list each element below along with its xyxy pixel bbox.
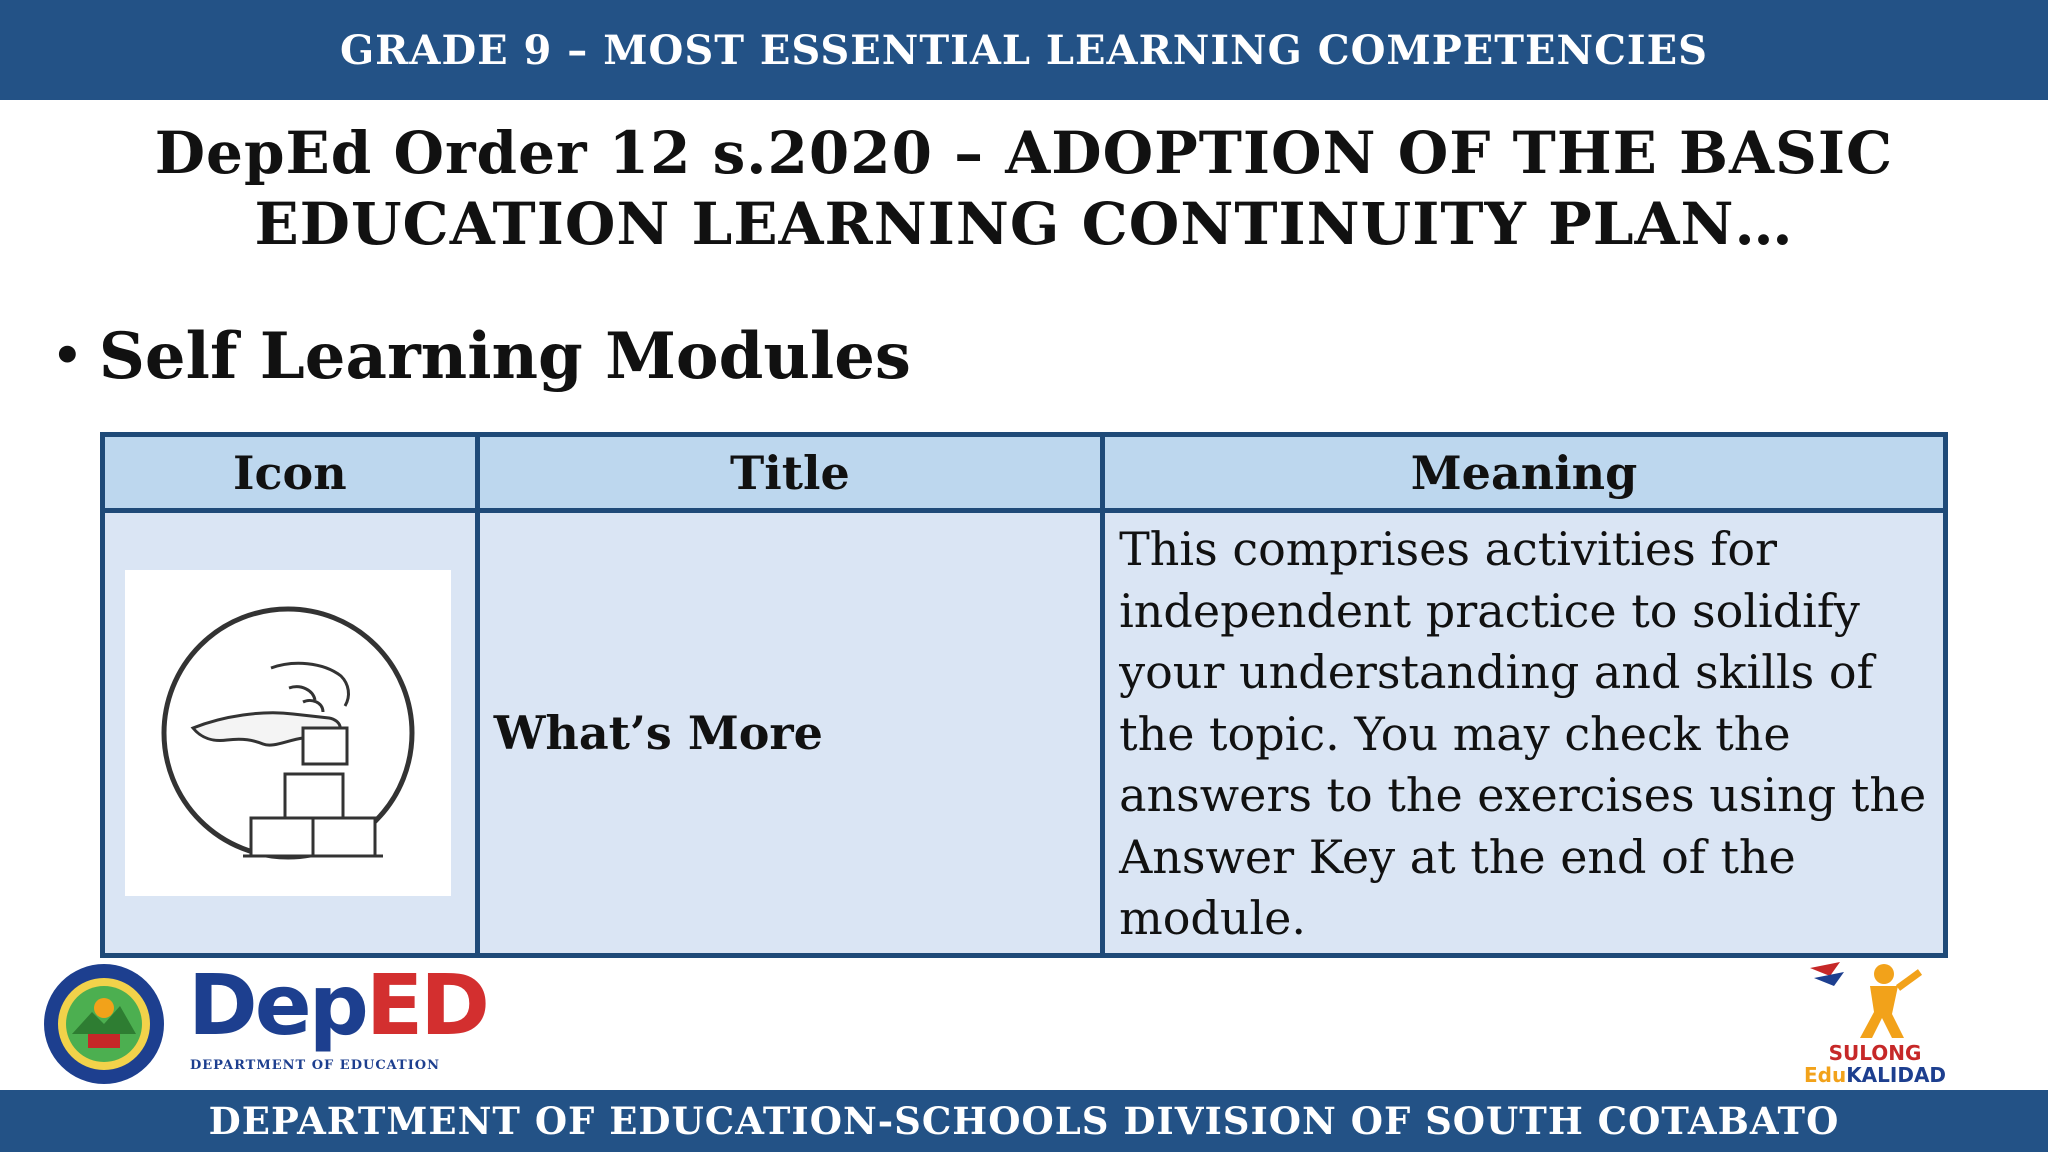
deped-logo <box>188 956 487 1080</box>
sulong-text: SULONG EduKALIDAD <box>1803 1041 1947 1087</box>
page-title-line-1: DepEd Order 12 s.2020 – ADOPTION OF THE BASIC <box>154 119 1894 187</box>
column-header-title: Title <box>477 435 1102 511</box>
column-header-meaning: Meaning <box>1103 435 1946 511</box>
column-header-icon: Icon <box>103 435 478 511</box>
deped-subtitle: DEPARTMENT OF EDUCATION <box>190 1058 441 1073</box>
schools-division-seal-icon <box>42 962 166 1086</box>
stacking-boxes-hand-icon <box>125 570 451 896</box>
sulong-figure-icon <box>1800 958 1950 1042</box>
icon-cell <box>103 511 478 956</box>
deped-wordmark: DepED <box>188 956 487 1054</box>
table-row <box>103 511 1946 956</box>
bullet-dot-icon: • <box>52 328 83 384</box>
module-meaning: This comprises activities for independent practice to solidify your understanding and skills of the topic. You may check the answers to the exercises using the Answer Key at the end of the module. <box>1119 522 1927 945</box>
bullet-item <box>52 316 911 396</box>
top-banner-text: GRADE 9 – MOST ESSENTIAL LEARNING COMPETENCIES <box>340 26 1708 74</box>
module-title: What’s More <box>477 511 1102 956</box>
page-title <box>0 118 2048 260</box>
page-title-line-2: EDUCATION LEARNING CONTINUITY PLAN… <box>254 190 1794 258</box>
bottom-banner <box>0 1090 2048 1152</box>
sulong-edukalidad-logo <box>1800 958 1950 1088</box>
table-header-row <box>103 435 1946 511</box>
modules-table <box>100 432 1948 958</box>
bullet-text: Self Learning Modules <box>98 318 911 394</box>
top-banner <box>0 0 2048 100</box>
bottom-banner-text: DEPARTMENT OF EDUCATION-SCHOOLS DIVISION OF SOUTH COTABATO <box>208 1099 1840 1143</box>
meaning-cell <box>1103 511 1946 956</box>
